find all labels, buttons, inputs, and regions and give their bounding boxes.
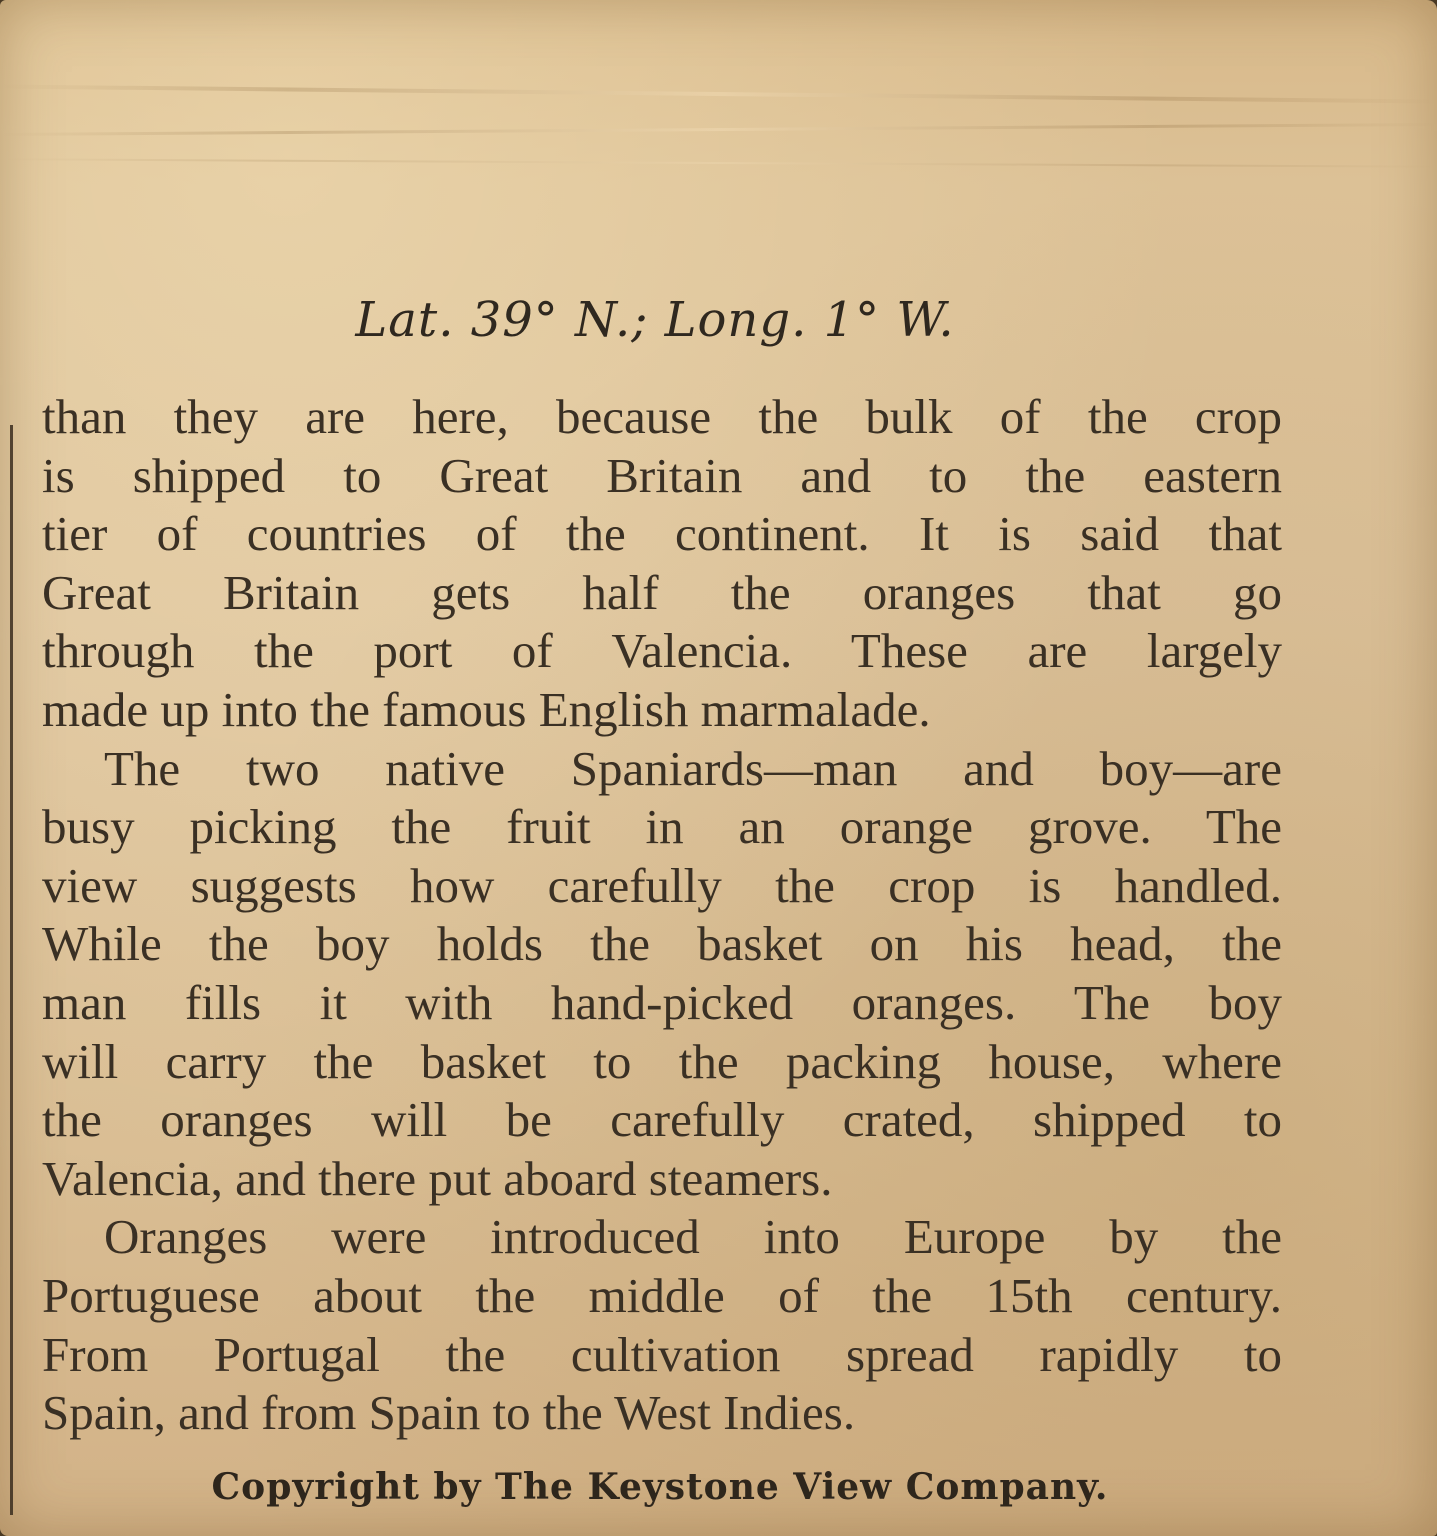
text-line: Valencia, and there put aboard steamers. [42, 1150, 833, 1206]
text-line: than they are here, because the bulk of the crop [42, 389, 1282, 444]
paper-crease [0, 158, 1437, 168]
text-line: the oranges will be carefully crated, shipped to [42, 1092, 1282, 1148]
paragraph-3 [42, 1208, 1282, 1442]
paper-crease [0, 84, 1437, 103]
text-line: view suggests how carefully the crop is handled. [42, 857, 1282, 913]
text-line: Oranges were introduced into Europe by the [104, 1209, 1282, 1265]
text-line: busy picking the fruit in an orange grove. The [42, 799, 1282, 855]
text-line: man fills it with hand-picked oranges. The boy [42, 974, 1282, 1030]
text-line: Portuguese about the middle of the 15th century. [42, 1267, 1282, 1323]
text-line: Spain, and from Spain to the West Indies. [42, 1385, 856, 1441]
text-line: The two native Spaniards—man and boy—are [104, 740, 1282, 796]
text-line: tier of countries of the continent. It is said that [42, 506, 1282, 562]
text-line: While the boy holds the basket on his head, the [42, 916, 1282, 972]
paper-crease [0, 123, 1437, 136]
text-line: made up into the famous English marmalade. [42, 681, 931, 737]
body-text [42, 388, 1282, 1443]
copyright-line: Copyright by The Keystone View Company. [211, 1466, 1109, 1508]
coordinates-heading: Lat. 39° N.; Long. 1° W. [355, 292, 955, 348]
text-line: is shipped to Great Britain and to the eastern [42, 447, 1282, 503]
text-line: From Portugal the cultivation spread rapidly to [42, 1326, 1282, 1382]
text-line: through the port of Valencia. These are largely [42, 623, 1282, 679]
paragraph-1 [42, 388, 1282, 740]
left-margin-rule [10, 425, 13, 1515]
text-line: will carry the basket to the packing house, where [42, 1033, 1282, 1089]
paragraph-2 [42, 740, 1282, 1209]
text-line: Great Britain gets half the oranges that go [42, 564, 1282, 620]
